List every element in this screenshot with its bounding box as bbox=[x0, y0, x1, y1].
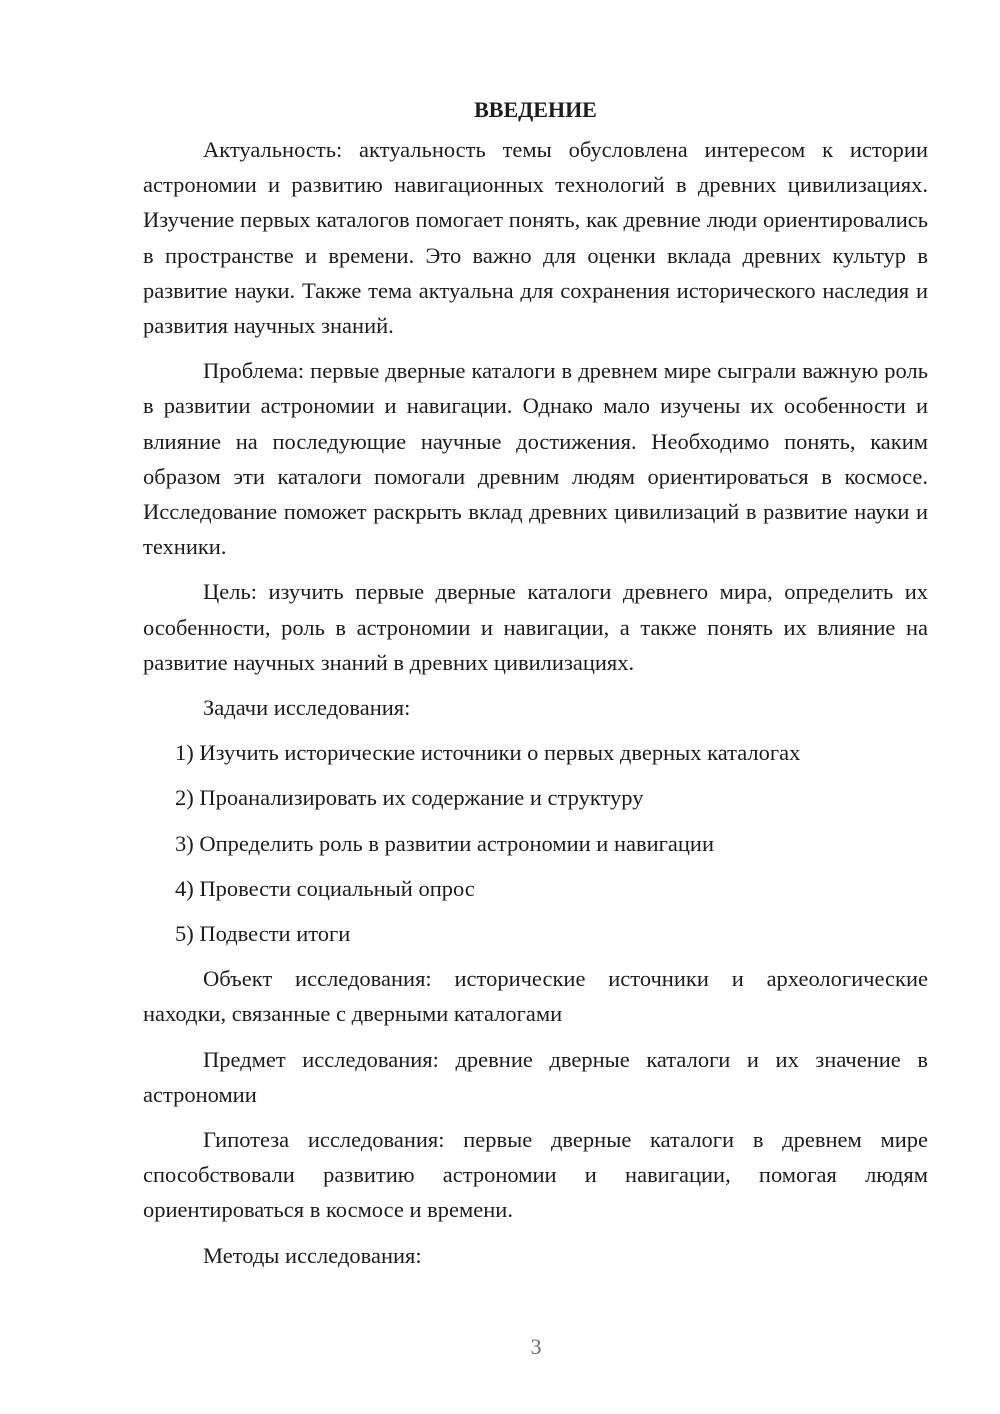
subject-paragraph: Предмет исследования: древние дверные каталоги и их значение в астрономии bbox=[143, 1046, 928, 1107]
task-item-3: 3) Определить роль в развитии астрономии и навигации bbox=[175, 830, 715, 856]
page-title: ВВЕДЕНИЕ bbox=[474, 97, 597, 122]
problem-paragraph: Проблема: первые дверные каталоги в древнем мире сыграли важную роль в развитии астрономии и навигации. Однако мало изучены их особенности и влияние на последующие научные достижения. Необходимо понять, каким образом эти каталоги помогали древним людям ориентироваться в космосе. Исследование поможет раскрыть вклад древних цивилизаций в развитие науки и техники. bbox=[143, 358, 928, 560]
page-content bbox=[143, 95, 928, 1283]
relevance-paragraph: Актуальность: актуальность темы обусловлена интересом к истории астрономии и развитию навигационных технологий в древних цивилизациях. Изучение первых каталогов помогает понять, как древние люди ориентировались в пространстве и времени. Это важно для оценки вклада древних культур в развитие науки. Также тема актуальна для сохранения исторического наследия и развития научных знаний. bbox=[143, 137, 928, 339]
task-item-2: 2) Проанализировать их содержание и структуру bbox=[175, 785, 644, 811]
task-item-5: 5) Подвести итоги bbox=[175, 921, 351, 947]
methods-title: Методы исследования: bbox=[203, 1242, 422, 1268]
task-item-1: 1) Изучить исторические источники о первых дверных каталогах bbox=[175, 740, 801, 766]
task-item-4: 4) Провести социальный опрос bbox=[175, 875, 475, 901]
hypothesis-paragraph: Гипотеза исследования: первые дверные каталоги в древнем мире способствовали развитию астрономии и навигации, помогая людям ориентироваться в космосе и времени. bbox=[143, 1127, 928, 1223]
page-number: 3 bbox=[530, 1334, 542, 1359]
tasks-title: Задачи исследования: bbox=[203, 695, 411, 721]
tasks-list bbox=[143, 735, 928, 951]
goal-paragraph: Цель: изучить первые дверные каталоги древнего мира, определить их особенности, роль в астрономии и навигации, а также понять их влияние на развитие научных знаний в древних цивилизациях. bbox=[143, 579, 928, 675]
object-paragraph: Объект исследования: исторические источники и археологические находки, связанные с дверными каталогами bbox=[143, 966, 928, 1027]
